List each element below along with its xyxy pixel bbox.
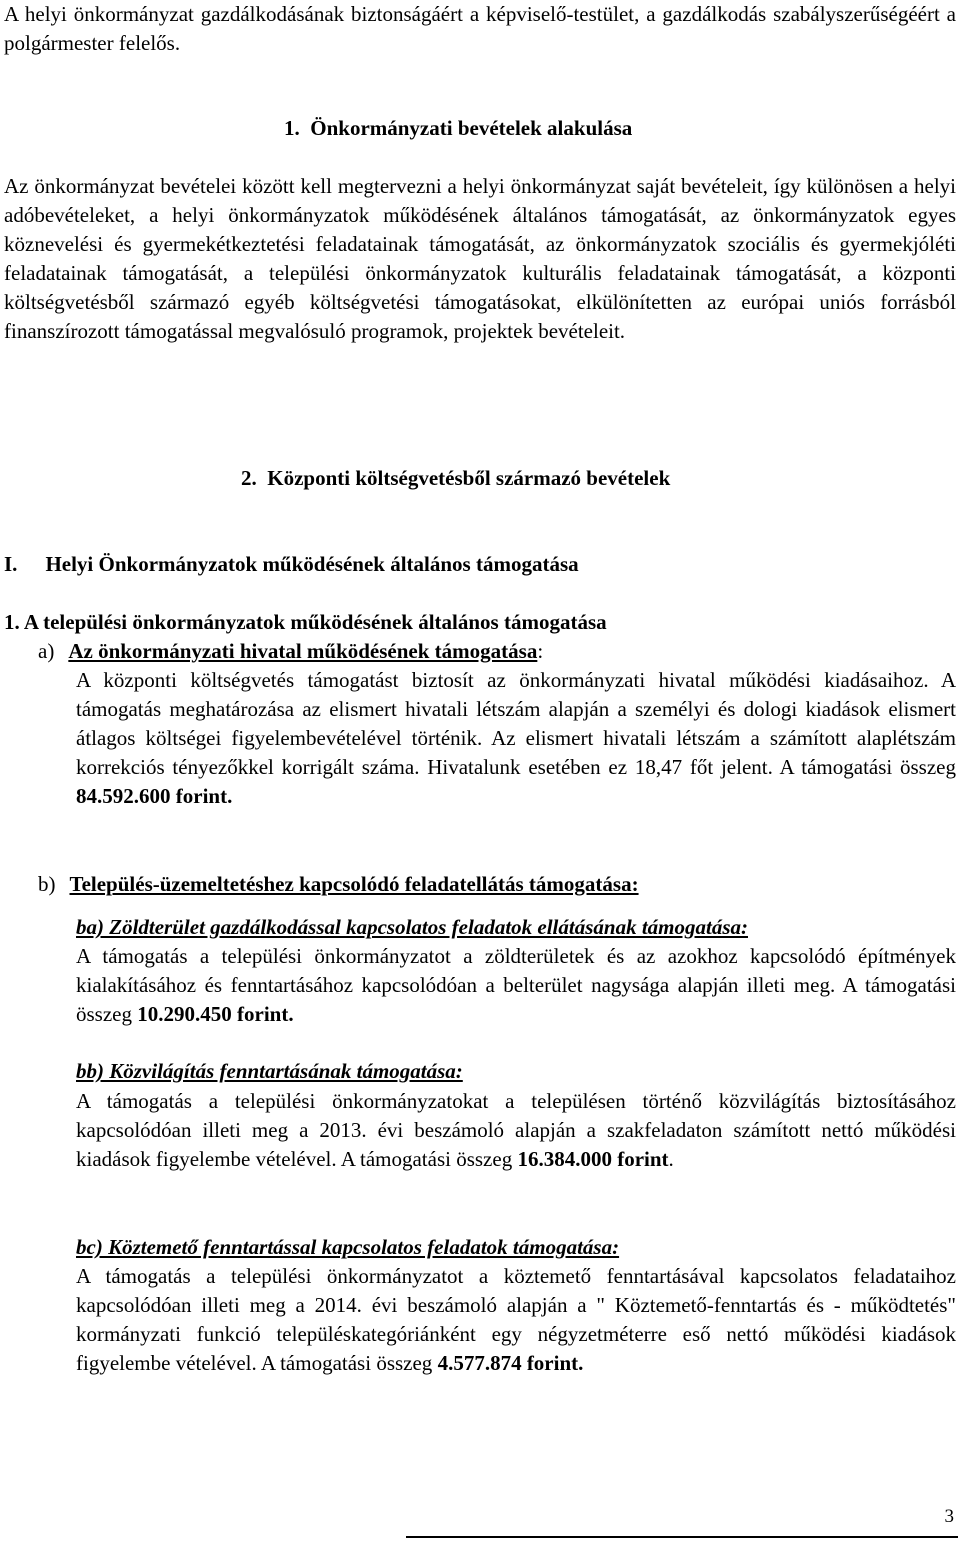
item-a-heading [38, 637, 543, 666]
item-bc-amount: 4.577.874 forint. [437, 1351, 584, 1375]
section-1-heading [284, 114, 632, 143]
item-a-title: Az önkormányzati hivatal működésének támogatása [68, 639, 538, 663]
item-bc-heading [76, 1233, 956, 1262]
subsection-1-number: 1. [4, 610, 20, 634]
item-bb-title: bb) Közvilágítás fenntartásának támogatása: [76, 1059, 463, 1083]
item-bb-end: . [668, 1147, 674, 1171]
item-ba-body: A támogatás a települési önkormányzatot a zöldterületek és az azokhoz kapcsolódó építmények kialakításához és fenntartásához kapcsolódóan a belterület nagysága alapján illeti meg. A támogatási összeg [76, 944, 956, 1026]
item-a-text [76, 666, 956, 811]
section-I-number: I. [4, 552, 18, 576]
item-ba-heading [76, 913, 956, 942]
section-I-title: Helyi Önkormányzatok működésének általános támogatása [45, 552, 579, 576]
item-ba-amount: 10.290.450 forint. [137, 1002, 294, 1026]
item-b-title: Település-üzemeltetéshez kapcsolódó feladatellátás támogatása: [69, 872, 639, 896]
item-a-body: A központi költségvetés támogatást biztosít az önkormányzati hivatal működési kiadásaihoz. A támogatás meghatározása az elismert hivatali létszám alapján a személyi és dologi kiadások elismert átlagos költségei figyelembevételével történik. Az elismert hivatali létszám a számított alaplétszám korrekciós tényezőkkel korrigált száma. Hivatalunk esetében ez 18,47 főt jelent. A támogatási összeg [76, 668, 956, 779]
item-a-amount: 84.592.600 forint. [76, 784, 233, 808]
item-a-marker: a) [38, 639, 55, 663]
subsection-1-title: A települési önkormányzatok működésének általános támogatása [23, 610, 607, 634]
item-b-marker: b) [38, 872, 56, 896]
footer-rule [406, 1536, 958, 1538]
section-1-number: 1. [284, 116, 300, 140]
item-bc-title: bc) Köztemető fenntartással kapcsolatos feladatok támogatása: [76, 1235, 620, 1259]
item-bb-text [76, 1087, 956, 1174]
item-a-colon: : [537, 639, 544, 663]
section-1-title: Önkormányzati bevételek alakulása [310, 116, 633, 140]
item-ba-text [76, 942, 956, 1029]
intro-paragraph: A helyi önkormányzat gazdálkodásának biztonságáért a képviselő-testület, a gazdálkodás szabályszerűségéért a polgármester felelős. [4, 2, 956, 55]
section-I-heading [4, 550, 579, 579]
section-1-body: Az önkormányzat bevételei között kell megtervezni a helyi önkormányzat saját bevételeit, így különösen a helyi adóbevételeket, a helyi önkormányzatok működésének általános támogatását, az önkormányzatok egyes köznevelési és gyermekétkeztetési feladatainak támogatását, az önkormányzatok szociális és gyermekjóléti feladatainak támogatását, a települési önkormányzatok kulturális feladatainak támogatását, a központi költségvetésből származó egyéb költségvetési támogatásokat, elkülönítetten az európai uniós forrásból finanszírozott támogatással megvalósuló programok, projektek bevételeit. [4, 174, 956, 343]
section-2-number: 2. [241, 466, 257, 490]
item-bb-amount: 16.384.000 forint [517, 1147, 669, 1171]
item-bb-body: A támogatás a települési önkormányzatokat a településen történő közvilágítás biztosításához kapcsolódóan illeti meg a 2013. évi beszámoló alapján a szakfeladaton számított nettó működési kiadások figyelembe vételével. A támogatási összeg [76, 1089, 956, 1171]
section-2-heading [241, 464, 670, 493]
item-bb-heading [76, 1057, 956, 1086]
item-bc-body: A támogatás a települési önkormányzatot a köztemető fenntartásával kapcsolatos feladataihoz kapcsolódóan illeti meg a 2014. évi beszámoló alapján a " Köztemető-fenntartás és - működtetés" kormányzati funkció településkategóriánként egy négyzetméterre eső nettó működési kiadások figyelembe vételével. A támogatási összeg [76, 1264, 956, 1375]
page-number: 3 [944, 1506, 954, 1527]
item-b-heading [38, 870, 639, 899]
item-ba-title: ba) Zöldterület gazdálkodással kapcsolatos feladatok ellátásának támogatása: [76, 915, 748, 939]
item-bc-text [76, 1262, 956, 1378]
section-2-title: Központi költségvetésből származó bevételek [267, 466, 671, 490]
subsection-1-heading [4, 608, 607, 637]
